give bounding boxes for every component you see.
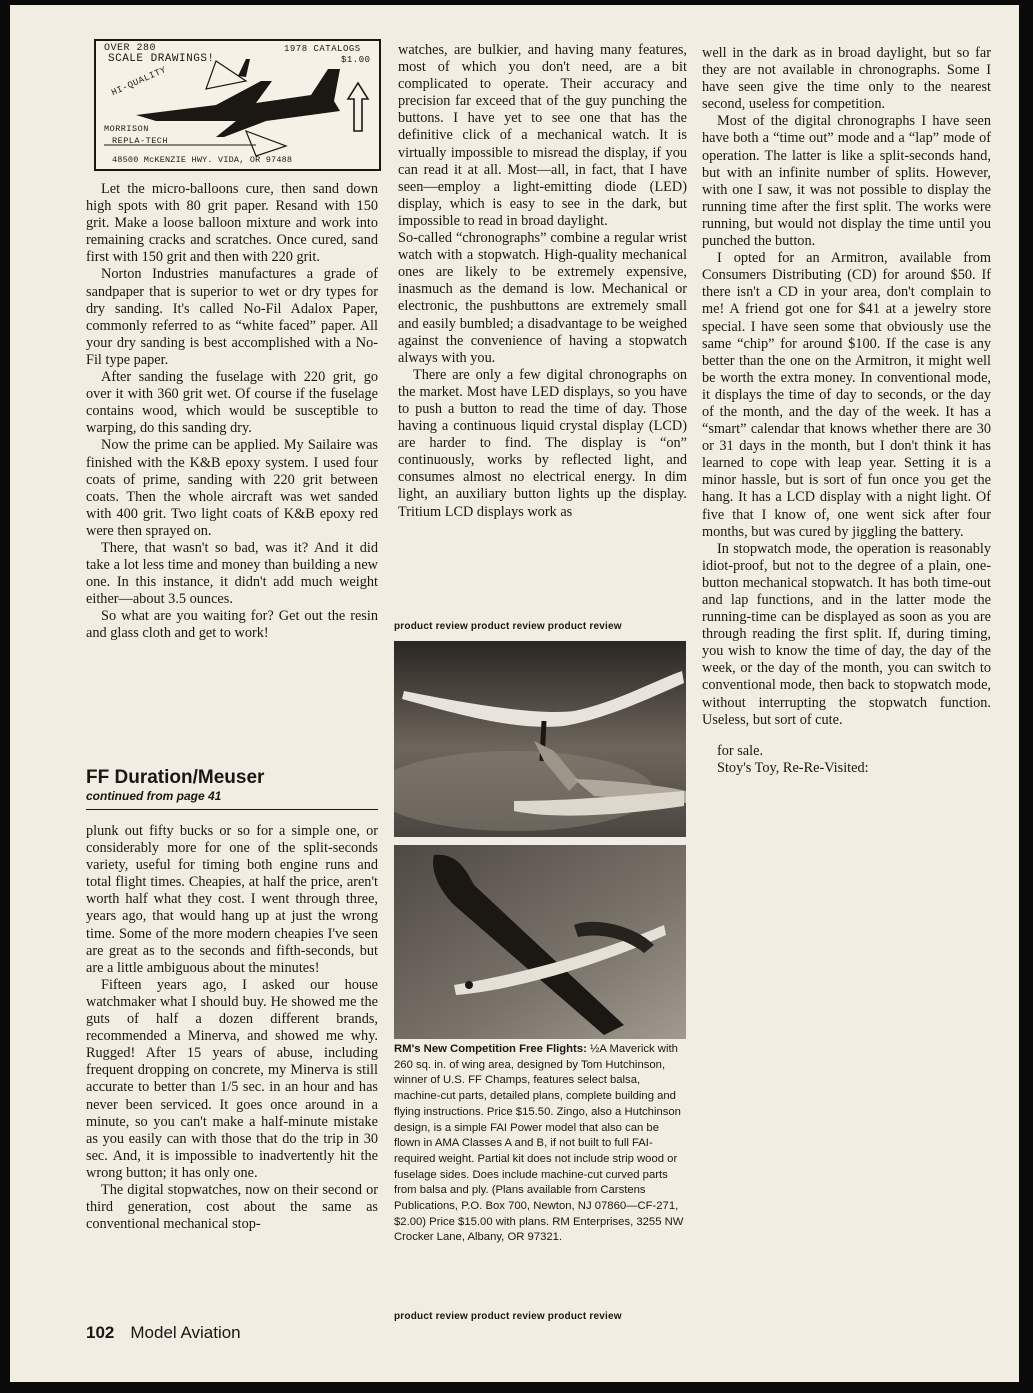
- jet-illustration: [96, 41, 379, 169]
- paragraph: There, that wasn't so bad, was it? And it did take a lot less time and money than building a new one. In this instance, it didn't add much weight either—about 3.5 ounces.: [86, 539, 378, 608]
- glider-photo-2: [394, 845, 686, 1039]
- ad-company-1: MORRISON: [104, 124, 149, 134]
- section-header: [86, 767, 378, 804]
- paragraph: In stopwatch mode, the operation is reasonably idiot-proof, but not to the degree of a plain, one-button mechanical stopwatch. It has both time-out and lap functions, and in the latter mode the running-time can be displayed as soon as you are through reading the first split. If, during timing, you wish to know the time of day, the day of the week, or the day of the month, you can switch to conventional mode, then back to stopwatch mode, without interrupting the stopwatch function. Useless, but sort of cute.: [702, 540, 991, 728]
- section-title: FF Duration/Meuser: [86, 767, 265, 788]
- section-rule: [86, 809, 378, 810]
- ad-catalog: 1978 CATALOGS: [284, 44, 361, 54]
- ad-company-2: REPLA-TECH: [112, 136, 169, 146]
- column-1-top: [86, 181, 378, 643]
- paragraph: Let the micro-balloons cure, then sand down high spots with 80 grit paper. Resand with 150 grit. Make a loose balloon mixture and work into remaining cracks and scratches. Once cured, sand first with 150 grit and then with 220 grit.: [86, 181, 378, 266]
- paragraph: The digital stopwatches, now on their second or third generation, cost about the same as conventional mechanical stop-: [86, 1181, 378, 1233]
- column-2: [398, 42, 687, 521]
- paragraph: well in the dark as in broad daylight, but so far they are not available in chronographs. Some I have seen give the time only to the nearest second, useless for competition.: [702, 45, 991, 113]
- section-continued: continued from page 41: [86, 789, 222, 803]
- product-review-banner-bottom: product review product review product review: [394, 1311, 622, 1322]
- paragraph: There are only a few digital chronographs on the market. Most have LED displays, so you have to push a button to read the time of day. Those having a continuous liquid crystal display (LCD) are harder to find. The display is “on” continuously, works by reflected light, and consumes almost no electrical energy. In dim light, an auxiliary button lights up the display. Tritium LCD displays work as: [398, 366, 687, 520]
- paragraph: plunk out fifty bucks or so for a simple one, or considerably more for one of the split-seconds variety, useful for timing both engine runs and total flight times. Cheapies, at half the price, aren't worth half what they cost. I went through three, years ago, that would hang up at just the wrong time. Some of the more modern cheapies I've seen are great as to the seconds and fifth-seconds, but are a little ambiguous about the minutes!: [86, 823, 378, 976]
- ad-address: 48500 McKENZIE HWY. VIDA, OR 97488: [112, 155, 293, 165]
- paragraph: Stoy's Toy, Re-Re-Visited:: [717, 759, 869, 776]
- page-number: 102: [86, 1323, 115, 1342]
- paragraph: Most of the digital chronographs I have seen have both a “time out” mode and a “lap” mode of operation. The latter is like a split-seconds hand, but with an infinite number of splits. However, with one I saw, it was not possible to display the running time after the first split. The works were running, but would not display the time until you punched the button.: [702, 113, 991, 250]
- ad-price: $1.00: [341, 55, 371, 65]
- caption-text: ½A Maverick with 260 sq. in. of wing area, designed by Tom Hutchinson, winner of U.S. FF Champs, features select balsa, machine-cut parts, detailed plans, complete building and flying instructions. Price $15.50. Zingo, also a Hutchinson design, is a simple FAI Power model that also can be flown in AMA Classes A and B, if not built to full FAI-required weight. Partial kit does not include strip wood or fuselage sides. Does include machine-cut curved parts from balsa and ply. (Plans available from Carstens Publications, P.O. Box 700, Newton, NJ 07860—CF-271, $2.00) Price $15.00 with plans. RM Enterprises, 3255 NW Crocker Lane, Albany, OR 97321.: [394, 1043, 684, 1244]
- paragraph: watches, are bulkier, and having many features, most of which you don't need, are a bit complicated to operate. Their accuracy and precision far exceed that of the guy punching the buttons. I have yet to see one that has the definitive click of a mechanical watch. It is virtually impossible to misread the display, if you can read it at all. Most—all, in fact, that I have seen—employ a light-emitting diode (LED) display, which is easy to see in the dark, but impossible to read in broad daylight.: [398, 42, 687, 229]
- magazine-page: [10, 5, 1019, 1382]
- photo-glider-flight: [394, 845, 686, 1039]
- advertisement: [94, 39, 381, 171]
- caption-title: RM's New Competition Free Flights:: [394, 1043, 590, 1055]
- paragraph: Now the prime can be applied. My Sailaire was finished with the K&B epoxy system. I used four coats of prime, sanding with 220 grit between coats. Then the whole aircraft was wet sanded with 400 grit. Two light coats of K&B epoxy red were then sprayed on.: [86, 437, 378, 539]
- paragraph: Fifteen years ago, I asked our house watchmaker what I should buy. He showed me the guts of half a dozen different brands, recommended a Minerva, and showed me why. Rugged! After 15 years of abuse, including frequent dropping on concrete, my Minerva is still accurate to better than 1/5 sec. in an hour and has never been serviced. It goes once around in a minute, so you can't make a half-minute mistake as you easily can with those that do the trip in 30 sec. And, it is impossible to inadvertently hit the wrong button; it has only one.: [86, 976, 378, 1181]
- column-3: [702, 45, 991, 777]
- paragraph: So-called “chronographs” combine a regular wrist watch with a stopwatch. High-quality mechanical ones are likely to be extremely expensive, inasmuch as the demand is low. Mechanical or electronic, the pushbuttons are extremely small and easily bumbled; a disadvantage to be weighed against the convenience of having a stopwatch always with you.: [398, 230, 687, 366]
- paragraph: Norton Industries manufactures a grade of sandpaper that is superior to wet or dry types for dry sanding. It's called No-Fil Adalox Paper, commonly referred to as “white faced” paper. All your dry sanding is best accomplished with a No-Fil type paper.: [86, 266, 378, 368]
- paragraph: After sanding the fuselage with 220 grit, go over it with 360 grit wet. Of course if the fuselage contains wood, which would be susceptible to warping, do this sanding dry.: [86, 369, 378, 437]
- ad-line-2: SCALE DRAWINGS!: [108, 53, 215, 65]
- paragraph: for sale.: [717, 742, 764, 759]
- photo-glider-hand-launch: [394, 641, 686, 837]
- paragraph: I opted for an Armitron, available from Consumers Distributing (CD) for around $50. If there isn't a CD in your area, don't complain to me! A friend got one for $41 at a jewelry store special. I have seen some that obviously use the same “chip” for around $100. If the case is any better than the one on the Armitron, it might well be worth the extra money. In conventional mode, it displays the time of day to seconds, or the day of the month, and the day of the week. It has a “smart” calendar that knows whether there are 30 or 31 days in the month, but I don't think it has learned to cope with leap year. Setting it is a minor hassle, but is sort of fun once you get the hang. It has a LCD display with a night light. Of five that I know of, one went sick after four months, but was cured by jiggling the battery.: [702, 250, 991, 540]
- product-review-banner-top: product review product review product review: [394, 621, 622, 632]
- page-folio: [86, 1323, 241, 1343]
- ad-line-1: OVER 280: [104, 43, 157, 54]
- photo-caption: [394, 1042, 686, 1246]
- ad-quality: HI-QUALITY: [110, 64, 168, 99]
- paragraph: So what are you waiting for? Get out the resin and glass cloth and get to work!: [86, 608, 378, 642]
- glider-photo-1: [394, 641, 686, 837]
- column-1-bottom: [86, 823, 378, 1233]
- magazine-name: Model Aviation: [130, 1323, 241, 1342]
